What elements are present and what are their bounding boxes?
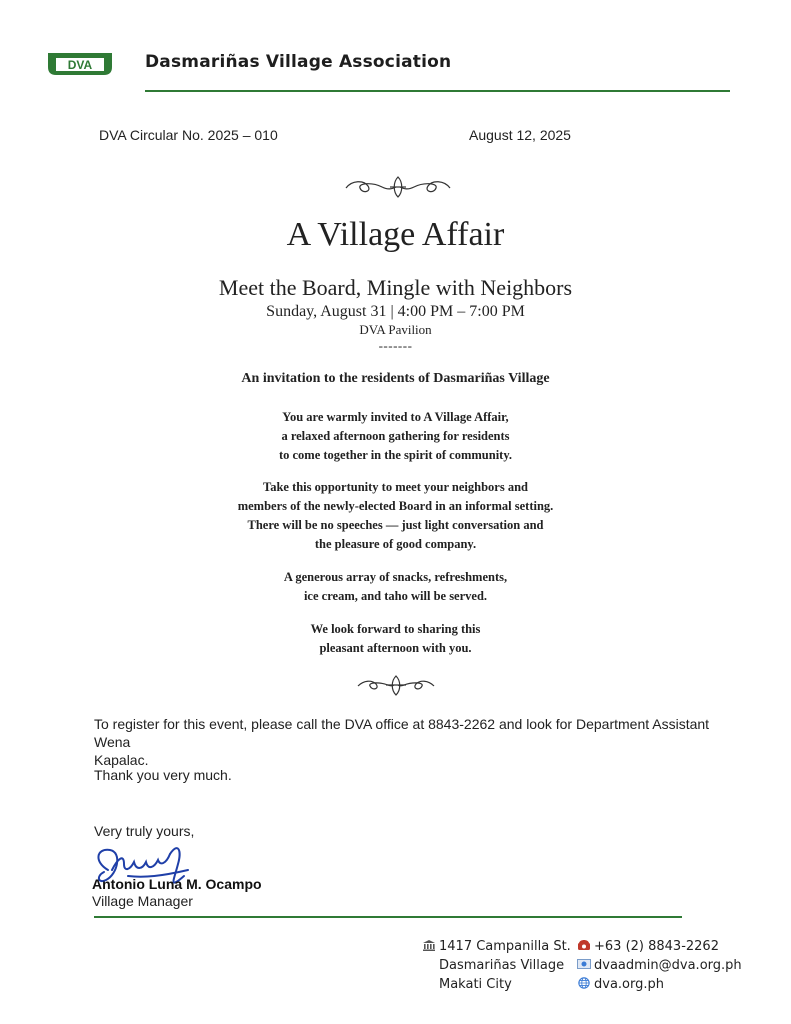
- contact-email[interactable]: dvaadmin@dva.org.ph: [594, 958, 742, 973]
- section-divider: -------: [378, 338, 413, 353]
- paragraph-line: a relaxed afternoon gathering for residents: [281, 429, 510, 443]
- address-village: Dasmariñas Village: [439, 958, 565, 973]
- contact-phone[interactable]: +63 (2) 8843-2262: [594, 939, 719, 954]
- footer-contacts: [577, 937, 742, 994]
- contact-website[interactable]: dva.org.ph: [594, 977, 664, 992]
- registration-line: To register for this event, please call the DVA office at 8843-2262 and look for Department Assistant Wena: [94, 716, 710, 750]
- building-icon: [422, 938, 436, 950]
- ornament-flourish-icon: [338, 174, 458, 200]
- paragraph-opportunity: [0, 478, 791, 554]
- logo-text: DVA: [67, 58, 93, 72]
- closing-text: Very truly yours,: [94, 823, 195, 839]
- paragraph-line: to come together in the spirit of community.: [278, 448, 513, 462]
- paragraph-line: members of the newly-elected Board in an informal setting.: [237, 499, 554, 513]
- signer-name: Antonio Luna M. Ocampo: [92, 876, 262, 892]
- paragraph-invite: [0, 408, 791, 465]
- circular-number: DVA Circular No. 2025 – 010: [99, 127, 278, 143]
- event-datetime: Sunday, August 31 | 4:00 PM – 7:00 PM: [266, 303, 525, 320]
- thank-you-text: Thank you very much.: [94, 767, 232, 783]
- registration-line: Kapalac.: [94, 752, 149, 768]
- circular-date: August 12, 2025: [469, 127, 571, 143]
- email-icon: [577, 957, 591, 969]
- paragraph-food: [0, 568, 791, 606]
- paragraph-line: the pleasure of good company.: [314, 537, 477, 551]
- org-name: Dasmariñas Village Association: [145, 52, 452, 72]
- footer-divider: [94, 916, 682, 918]
- registration-text: [94, 715, 734, 769]
- paragraph-line: You are warmly invited to A Village Affair,: [282, 410, 509, 424]
- paragraph-closing: [0, 620, 791, 658]
- address-city: Makati City: [439, 977, 512, 992]
- phone-icon: [577, 938, 591, 950]
- address-street: 1417 Campanilla St.: [439, 939, 571, 954]
- header-divider: [145, 90, 730, 92]
- paragraph-line: ice cream, and taho will be served.: [303, 589, 488, 603]
- ornament-flourish-icon: [336, 672, 456, 698]
- event-title: A Village Affair: [286, 216, 505, 253]
- event-subtitle: Meet the Board, Mingle with Neighbors: [218, 275, 573, 300]
- invitation-heading: An invitation to the residents of Dasmariñas Village: [241, 371, 550, 386]
- event-venue: DVA Pavilion: [359, 322, 432, 337]
- paragraph-line: A generous array of snacks, refreshments,: [283, 570, 508, 584]
- dva-logo: [44, 49, 116, 77]
- footer-address: [422, 937, 571, 994]
- signer-title: Village Manager: [92, 893, 193, 909]
- paragraph-line: We look forward to sharing this: [310, 622, 481, 636]
- paragraph-line: pleasant afternoon with you.: [319, 641, 472, 655]
- paragraph-line: Take this opportunity to meet your neighbors and: [263, 480, 528, 494]
- globe-icon: [577, 976, 591, 988]
- paragraph-line: There will be no speeches — just light conversation and: [247, 518, 544, 532]
